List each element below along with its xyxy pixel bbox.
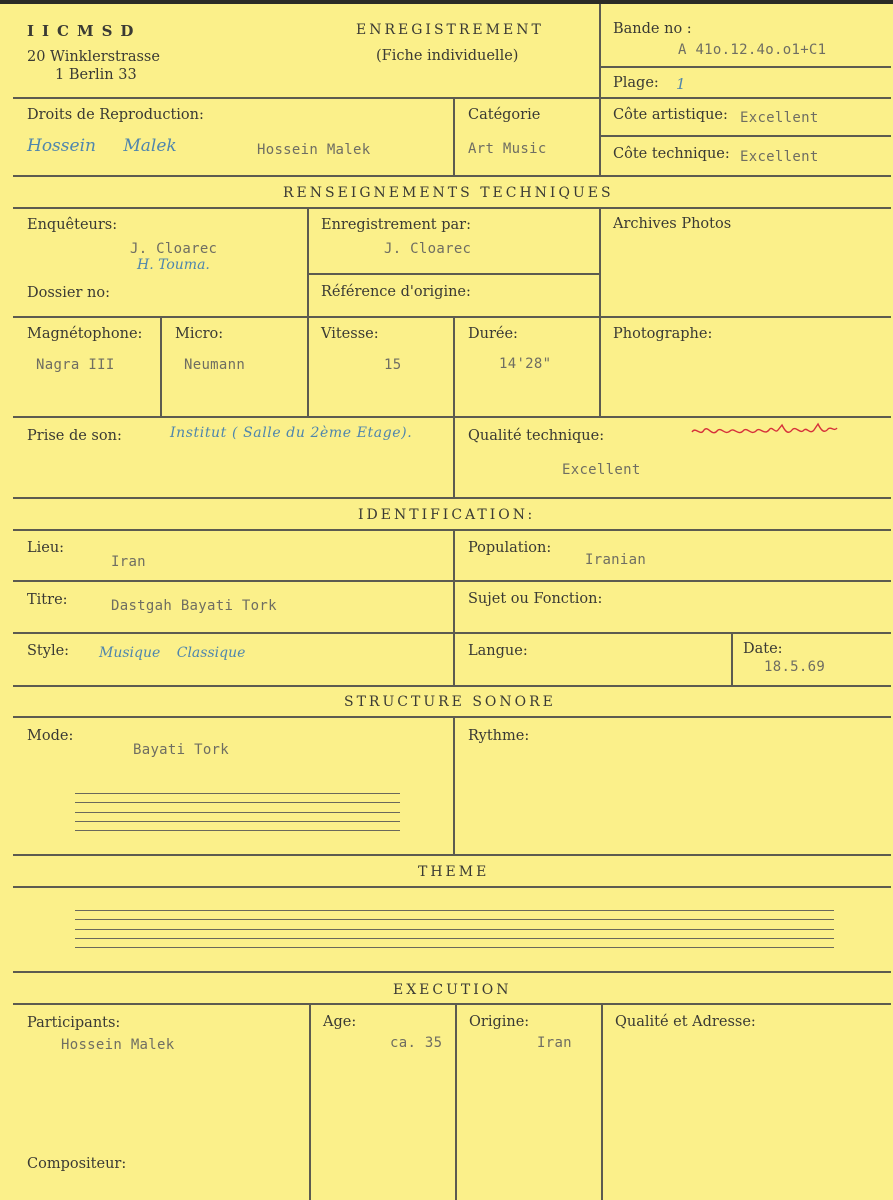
cote-technique-label: Côte technique: bbox=[613, 146, 730, 162]
rule-theme-bottom bbox=[13, 886, 891, 888]
rule-bande-plage bbox=[599, 66, 891, 68]
rule-v-date bbox=[731, 632, 733, 685]
rule-v-ident bbox=[453, 529, 455, 685]
rule-v-tech-mid bbox=[307, 207, 309, 416]
section-title-execution: EXECUTION bbox=[393, 982, 512, 998]
mode-label: Mode: bbox=[27, 728, 74, 744]
plage-label: Plage: bbox=[613, 75, 659, 91]
rule-reference bbox=[307, 273, 599, 275]
dossier-label: Dossier no: bbox=[27, 285, 110, 301]
magnetophone-value: Nagra III bbox=[36, 357, 115, 373]
date-label: Date: bbox=[743, 641, 783, 657]
red-scribble-icon bbox=[690, 422, 840, 442]
droits-handwritten: Hossein Malek bbox=[27, 136, 177, 156]
rule-v-exec-age bbox=[309, 1003, 311, 1200]
style-value: Musique Classique bbox=[99, 645, 246, 661]
enregistrement-par-label: Enregistrement par: bbox=[321, 217, 471, 233]
rule-section-tech-bottom bbox=[13, 207, 891, 209]
staff-line bbox=[75, 910, 834, 911]
vitesse-label: Vitesse: bbox=[321, 326, 379, 342]
form-subtitle: (Fiche individuelle) bbox=[376, 48, 519, 64]
participant-value: Hossein Malek bbox=[61, 1037, 175, 1053]
rule-v-struct bbox=[453, 716, 455, 854]
rule-titre bbox=[13, 632, 891, 634]
rule-ident-bottom bbox=[13, 529, 891, 531]
address-line-2: 1 Berlin 33 bbox=[55, 67, 137, 83]
compositeur-label: Compositeur: bbox=[27, 1156, 127, 1172]
origine-label: Origine: bbox=[469, 1014, 530, 1030]
rule-theme-top bbox=[13, 854, 891, 856]
staff-line bbox=[75, 812, 400, 813]
date-value: 18.5.69 bbox=[764, 659, 826, 675]
rule-v-duree bbox=[453, 316, 455, 497]
photographe-label: Photographe: bbox=[613, 326, 713, 342]
rule-v-micro bbox=[160, 316, 162, 416]
style-label: Style: bbox=[27, 643, 70, 659]
plage-value: 1 bbox=[676, 75, 686, 93]
rule-struct-top bbox=[13, 685, 891, 687]
rule-v-header-right bbox=[599, 4, 601, 175]
sujet-label: Sujet ou Fonction: bbox=[468, 591, 603, 607]
micro-label: Micro: bbox=[175, 326, 224, 342]
cote-artistique-label: Côte artistique: bbox=[613, 107, 728, 123]
rule-struct-bottom bbox=[13, 716, 891, 718]
lieu-value: Iran bbox=[111, 554, 146, 570]
langue-label: Langue: bbox=[468, 643, 528, 659]
qualite-technique-label: Qualité technique: bbox=[468, 428, 605, 444]
titre-value: Dastgah Bayati Tork bbox=[111, 598, 277, 614]
population-value: Iranian bbox=[585, 552, 647, 568]
staff-line bbox=[75, 793, 400, 794]
rythme-label: Rythme: bbox=[468, 728, 530, 744]
rule-v-categorie bbox=[453, 97, 455, 175]
categorie-label: Catégorie bbox=[468, 107, 541, 123]
rule-exec-bottom bbox=[13, 1003, 891, 1005]
droits-typed: Hossein Malek bbox=[257, 142, 371, 158]
section-title-technique: RENSEIGNEMENTS TECHNIQUES bbox=[283, 185, 614, 201]
enqueteur-typed: J. Cloarec bbox=[130, 241, 218, 257]
org-logo: IICMSD bbox=[27, 22, 142, 40]
section-title-structure: STRUCTURE SONORE bbox=[344, 694, 556, 710]
origine-value: Iran bbox=[537, 1035, 572, 1051]
duree-value: 14'28" bbox=[499, 356, 552, 372]
address-line-1: 20 Winklerstrasse bbox=[27, 49, 160, 65]
vitesse-value: 15 bbox=[384, 357, 402, 373]
staff-line bbox=[75, 802, 400, 803]
staff-line bbox=[75, 919, 834, 920]
prise-label: Prise de son: bbox=[27, 428, 122, 444]
staff-line bbox=[75, 947, 834, 948]
lieu-label: Lieu: bbox=[27, 540, 65, 556]
rule-section-tech-top bbox=[13, 175, 891, 177]
enregistrement-par-value: J. Cloarec bbox=[384, 241, 472, 257]
population-label: Population: bbox=[468, 540, 552, 556]
rule-v-tech-right bbox=[599, 207, 601, 416]
rule-equipment-bottom bbox=[13, 416, 891, 418]
magnetophone-label: Magnétophone: bbox=[27, 326, 143, 342]
section-title-identification: IDENTIFICATION: bbox=[358, 507, 536, 523]
rule-equipment-top bbox=[13, 316, 891, 318]
titre-label: Titre: bbox=[27, 592, 68, 608]
droits-label: Droits de Reproduction: bbox=[27, 107, 204, 123]
rule-ident-top bbox=[13, 497, 891, 499]
prise-value: Institut ( Salle du 2ème Etage). bbox=[170, 425, 413, 441]
rule-v-exec-origine bbox=[455, 1003, 457, 1200]
age-value: ca. 35 bbox=[390, 1035, 443, 1051]
qualite-technique-value: Excellent bbox=[562, 462, 641, 478]
staff-line bbox=[75, 830, 400, 831]
section-title-theme: THEME bbox=[418, 864, 490, 880]
categorie-value: Art Music bbox=[468, 141, 547, 157]
rule-v-exec-qualite bbox=[601, 1003, 603, 1200]
mode-value: Bayati Tork bbox=[133, 742, 230, 758]
rule-cote bbox=[599, 135, 891, 137]
staff-line bbox=[75, 821, 400, 822]
duree-label: Durée: bbox=[468, 326, 518, 342]
staff-line bbox=[75, 938, 834, 939]
age-label: Age: bbox=[323, 1014, 357, 1030]
cote-artistique-value: Excellent bbox=[740, 110, 819, 126]
enqueteur-handwritten: H. Touma. bbox=[137, 257, 210, 273]
rule-lieu bbox=[13, 580, 891, 582]
enqueteurs-label: Enquêteurs: bbox=[27, 217, 118, 233]
staff-line bbox=[75, 929, 834, 930]
bande-value: A 41o.12.4o.o1+C1 bbox=[678, 42, 827, 58]
bande-label: Bande no : bbox=[613, 21, 692, 37]
qualite-adresse-label: Qualité et Adresse: bbox=[615, 1014, 756, 1030]
rule-header-bottom bbox=[13, 97, 891, 99]
cote-technique-value: Excellent bbox=[740, 149, 819, 165]
participants-label: Participants: bbox=[27, 1015, 121, 1031]
micro-value: Neumann bbox=[184, 357, 246, 373]
rule-exec-top bbox=[13, 971, 891, 973]
reference-label: Référence d'origine: bbox=[321, 284, 471, 300]
archives-label: Archives Photos bbox=[613, 216, 732, 232]
form-title: ENREGISTREMENT bbox=[356, 22, 544, 38]
